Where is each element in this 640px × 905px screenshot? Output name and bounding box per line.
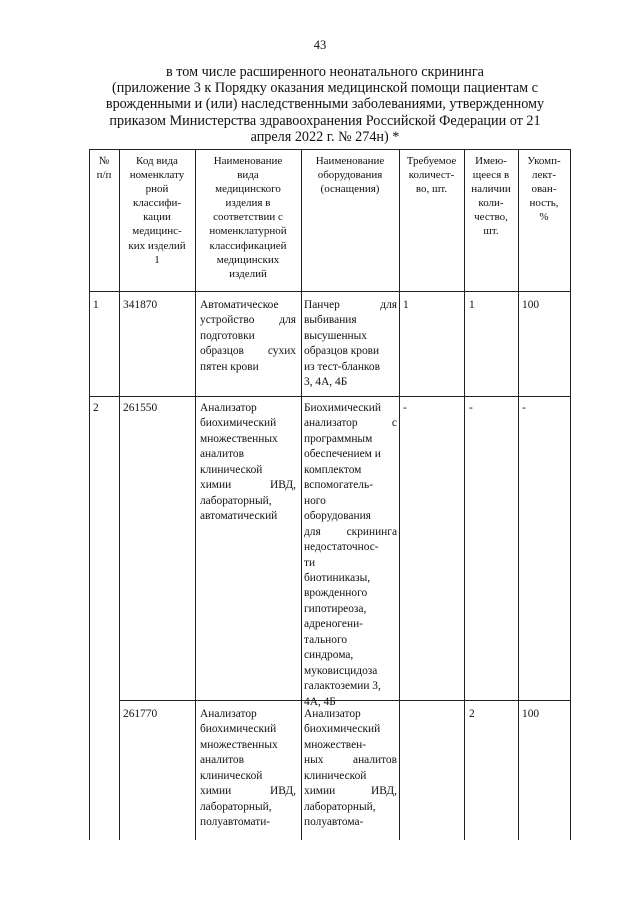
- cell-text-line: ность,: [529, 197, 559, 210]
- cell-text-line: щееся в: [472, 169, 510, 182]
- cell-text-line: Наименование: [315, 155, 385, 167]
- row1-num: [93, 298, 99, 313]
- cell-text-line: шт.: [483, 225, 499, 238]
- cell-text-line: пятен крови: [200, 360, 259, 373]
- row1-required: [403, 298, 409, 313]
- row3-code: [123, 707, 157, 722]
- cell-text-line: из тест-бланков: [304, 360, 380, 373]
- cell-text-line: биохимический: [304, 723, 381, 736]
- header-equipment: [301, 154, 399, 196]
- row1-device-type: [200, 298, 296, 375]
- cell-text-line: высушенных: [304, 329, 367, 342]
- row2-device-type: [200, 401, 296, 525]
- cell-text-line: Код вида: [136, 155, 178, 167]
- cell-text-line: Автоматическое: [200, 299, 279, 311]
- row1-completeness: [522, 298, 539, 313]
- row3-available: [469, 707, 475, 722]
- cell-text-line: Панчер для: [304, 299, 397, 311]
- cell-text-line: Анализатор: [200, 708, 257, 720]
- cell-text-line: п/п: [96, 169, 112, 182]
- cell-text-line: Имею-: [475, 155, 507, 167]
- cell-text-line: 261770: [123, 708, 158, 720]
- row2-available: [469, 401, 473, 416]
- row2-equipment: [304, 401, 397, 710]
- row1-equipment: [304, 298, 397, 391]
- cell-text-line: тального: [304, 633, 348, 646]
- cell-text-line: чество,: [474, 211, 508, 224]
- header-code: [119, 154, 195, 267]
- cell-text-line: 100: [522, 708, 540, 720]
- cell-text-line: лабораторный,: [200, 800, 272, 813]
- equipment-table: [89, 149, 571, 840]
- cell-text-line: подготовки: [200, 329, 255, 342]
- cell-text-line: классификацией: [209, 239, 287, 252]
- cell-text-line: комплектом: [304, 463, 362, 476]
- cell-text-line: изделия в: [225, 197, 271, 210]
- row1-code: [123, 298, 157, 313]
- cell-text-line: Требуемое: [406, 155, 457, 167]
- cell-text-line: врожденного: [304, 587, 368, 600]
- cell-text-line: оборудования: [317, 169, 383, 182]
- cell-text-line: ован-: [531, 183, 557, 196]
- header-num: [89, 154, 119, 182]
- row3-completeness: [522, 707, 539, 722]
- cell-text-line: галактоземии 3,: [304, 680, 381, 693]
- cell-text-line: анализатор с: [304, 417, 397, 430]
- cell-text-line: устройство для: [200, 314, 296, 327]
- cell-text-line: биохимический: [200, 417, 277, 430]
- cell-text-line: 100: [522, 299, 540, 311]
- row3-device-type: [200, 707, 296, 831]
- cell-text-line: 1: [469, 299, 475, 311]
- page-number: 43: [313, 38, 327, 52]
- cell-text-line: недостаточнос-: [304, 541, 379, 554]
- cell-text-line: вспомогатель-: [304, 479, 373, 492]
- cell-text-line: клинической: [304, 769, 367, 782]
- cell-text-line: (оснащения): [320, 183, 380, 196]
- cell-text-line: образцов крови: [304, 345, 380, 358]
- cell-text-line: гипотиреоза,: [304, 602, 367, 615]
- header-required: [399, 154, 464, 196]
- cell-text-line: -: [522, 402, 526, 414]
- cell-text-line: химии ИВД,: [200, 479, 296, 492]
- header-available: [464, 154, 518, 239]
- cell-text-line: Наименование: [213, 155, 283, 167]
- row3-equipment: [304, 707, 397, 831]
- cell-text-line: 2: [469, 708, 475, 720]
- row2-completeness: [522, 401, 526, 416]
- header-device-type: [195, 154, 301, 281]
- cell-text-line: автоматический: [200, 510, 278, 523]
- cell-text-line: полуавтомати-: [200, 816, 271, 829]
- cell-text-line: выбивания: [304, 314, 357, 327]
- cell-text-line: образцов сухих: [200, 345, 296, 358]
- title-line: в том числе расширенного неонатального скрининга: [166, 64, 484, 80]
- cell-text-line: Анализатор: [304, 708, 361, 720]
- cell-text-line: 3, 4А, 4Б: [304, 376, 348, 389]
- cell-text-line: клинической: [200, 769, 263, 782]
- row2-code: [123, 401, 157, 416]
- cell-text-line: лабораторный,: [304, 800, 376, 813]
- cell-text-line: 341870: [123, 299, 158, 311]
- cell-text-line: ного: [304, 494, 326, 507]
- cell-text-line: 4А, 4Б: [304, 695, 336, 708]
- header-completeness: [518, 154, 570, 224]
- cell-text-line: медицинс-: [132, 225, 182, 238]
- cell-text-line: программным: [304, 432, 373, 445]
- cell-text-line: -: [469, 402, 473, 414]
- cell-text-line: аналитов: [200, 448, 244, 461]
- cell-text-line: обеспечением и: [304, 448, 381, 461]
- cell-text-line: лабораторный,: [200, 494, 272, 507]
- cell-text-line: 1: [403, 299, 409, 311]
- cell-text-line: оборудования: [304, 510, 371, 523]
- cell-text-line: номенклатурной: [209, 225, 287, 238]
- cell-text-line: синдрома,: [304, 649, 354, 662]
- cell-text-line: аналитов: [200, 754, 244, 767]
- title-line: апреля 2022 г. № 274н) *: [250, 128, 400, 145]
- cell-text-line: наличии: [471, 183, 511, 196]
- cell-text-line: -: [403, 402, 407, 414]
- cell-text-line: клинической: [200, 463, 263, 476]
- cell-text-line: классифи-: [132, 197, 182, 210]
- page-title: [80, 64, 570, 145]
- cell-text-line: химии ИВД,: [304, 785, 397, 798]
- cell-text-line: №: [98, 155, 110, 167]
- cell-text-line: ких изделий: [128, 239, 186, 252]
- cell-text-line: рной: [145, 183, 169, 196]
- cell-text-line: изделий: [229, 267, 267, 280]
- cell-text-line: химии ИВД,: [200, 785, 296, 798]
- cell-text-line: кации: [143, 211, 171, 224]
- cell-text-line: соответствии с: [213, 211, 283, 224]
- row1-available: [469, 298, 475, 313]
- cell-text-line: %: [539, 211, 549, 224]
- cell-text-line: Анализатор: [200, 402, 257, 414]
- cell-text-line: биотиниказы,: [304, 571, 371, 584]
- cell-text-line: 261550: [123, 402, 158, 414]
- cell-text-line: адреногени-: [304, 618, 363, 631]
- title-line: приказом Министерства здравоохранения Российской Федерации от 21: [109, 112, 541, 129]
- cell-text-line: ти: [304, 556, 316, 569]
- cell-text-line: 1: [93, 299, 99, 311]
- cell-text-line: множествен-: [304, 738, 367, 751]
- cell-text-line: 1: [154, 253, 160, 266]
- title-line: (приложение 3 к Порядку оказания медицинской помощи пациентам с: [112, 80, 538, 97]
- row2-required: [403, 401, 407, 416]
- cell-text-line: ных аналитов: [304, 754, 397, 767]
- cell-text-line: полуавтома-: [304, 816, 364, 829]
- cell-text-line: медицинских: [216, 253, 280, 266]
- cell-text-line: вида: [237, 169, 259, 182]
- cell-text-line: 2: [93, 402, 99, 414]
- cell-text-line: множественных: [200, 432, 278, 445]
- cell-text-line: Биохимический: [304, 402, 381, 414]
- cell-text-line: коли-: [478, 197, 504, 210]
- cell-text-line: биохимический: [200, 723, 277, 736]
- cell-text-line: количест-: [408, 169, 455, 182]
- cell-text-line: Укомп-: [527, 155, 561, 167]
- cell-text-line: лект-: [531, 169, 557, 182]
- row2-num: [93, 401, 99, 416]
- cell-text-line: для скрининга: [304, 525, 397, 538]
- title-line: врожденными и (или) наследственными заболеваниями, утвержденному: [105, 96, 545, 113]
- cell-text-line: муковисцидоза: [304, 664, 378, 677]
- cell-text-line: номенклату: [129, 169, 185, 182]
- cell-text-line: медицинского: [215, 183, 281, 196]
- cell-text-line: множественных: [200, 738, 278, 751]
- cell-text-line: во, шт.: [415, 183, 448, 196]
